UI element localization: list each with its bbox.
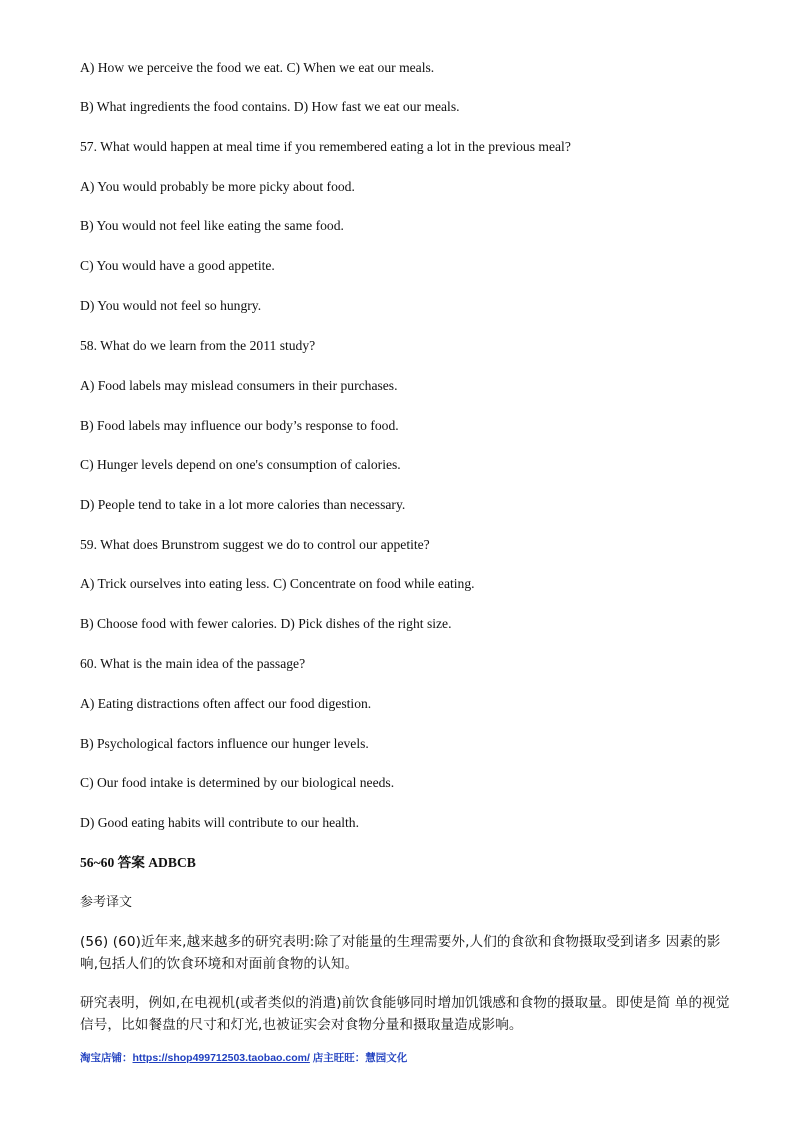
footer — [80, 1050, 407, 1065]
translation-paragraph: 研究表明，例如,在电视机(或者类似的消遣)前饮食能够同时增加饥饿感和食物的摄取量。即使是简 单的视觉信号，比如餐盘的尺寸和灯光,也被证实会对食物分量和摄取量造成影响。 — [80, 995, 730, 1033]
question-60: 60. What is the main idea of the passage? — [80, 656, 306, 671]
option-line: B) Food labels may influence our body’s response to food. — [80, 418, 399, 433]
option-line: A) Food labels may mislead consumers in their purchases. — [80, 378, 398, 393]
option-line: C) Hunger levels depend on one's consumption of calories. — [80, 457, 401, 472]
option-line: B) Choose food with fewer calories. D) Pick dishes of the right size. — [80, 616, 452, 631]
option-line: A) You would probably be more picky about food. — [80, 179, 355, 194]
option-line: B) You would not feel like eating the same food. — [80, 218, 344, 233]
answer-key: 56~60 答案 ADBCB — [80, 855, 196, 870]
question-57: 57. What would happen at meal time if you remembered eating a lot in the previous meal? — [80, 139, 571, 154]
translation-heading: 参考译文 — [80, 895, 133, 910]
option-line: B) Psychological factors influence our hunger levels. — [80, 736, 369, 751]
footer-shop-label: 淘宝店铺： — [80, 1052, 133, 1064]
footer-shop-link[interactable]: https://shop499712503.taobao.com/ — [132, 1052, 310, 1064]
option-line: C) You would have a good appetite. — [80, 258, 275, 273]
option-line: D) People tend to take in a lot more calories than necessary. — [80, 497, 406, 512]
option-line: D) You would not feel so hungry. — [80, 298, 262, 313]
footer-owner-label: 店主旺旺：慧园文化 — [309, 1052, 408, 1064]
question-58: 58. What do we learn from the 2011 study? — [80, 338, 316, 353]
option-line: A) Eating distractions often affect our food digestion. — [80, 696, 372, 711]
question-59: 59. What does Brunstrom suggest we do to control our appetite? — [80, 537, 430, 552]
option-line: A) How we perceive the food we eat. C) When we eat our meals. — [80, 60, 435, 75]
option-line: D) Good eating habits will contribute to our health. — [80, 815, 359, 830]
option-line: A) Trick ourselves into eating less. C) Concentrate on food while eating. — [80, 576, 475, 591]
option-line: C) Our food intake is determined by our biological needs. — [80, 775, 395, 790]
translation-paragraph: (56) (60)近年来,越来越多的研究表明:除了对能量的生理需要外,人们的食欲和食物摄取受到诸多 因素的影响,包括人们的饮食环境和对面前食物的认知。 — [80, 934, 721, 972]
option-line: B) What ingredients the food contains. D) How fast we eat our meals. — [80, 99, 460, 114]
